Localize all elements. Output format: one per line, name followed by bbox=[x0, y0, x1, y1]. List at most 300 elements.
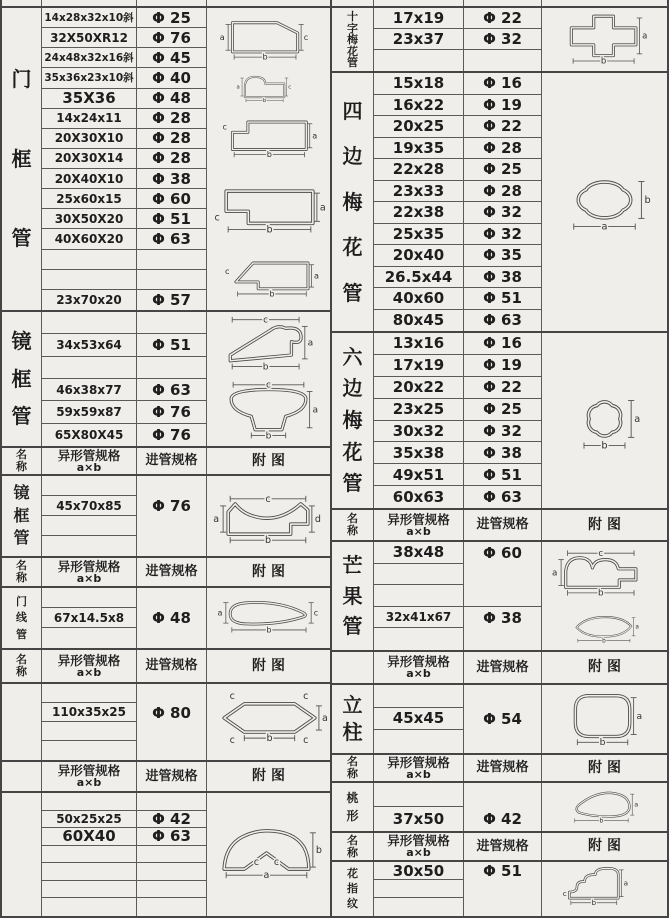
header-figure-cell: 附图 bbox=[252, 563, 290, 580]
header-spec-line2: a×b bbox=[76, 776, 102, 790]
section-name-char: 花 bbox=[342, 235, 363, 259]
spec-cell bbox=[42, 722, 136, 741]
pipe-column bbox=[137, 169, 207, 250]
spec-cell: 23x37 bbox=[374, 29, 463, 50]
section-rows bbox=[374, 73, 667, 331]
header-figure-cell: 附图 bbox=[252, 657, 290, 674]
pipe-cell: Φ 48 bbox=[137, 89, 206, 109]
spec-cell bbox=[42, 312, 136, 334]
header-name-char: 称 bbox=[347, 767, 358, 780]
spec-cell: 24x48x32x16斜 bbox=[42, 48, 136, 68]
profile-scallop-l-diagram bbox=[542, 862, 667, 916]
row-group bbox=[374, 685, 667, 753]
svg-text:a: a bbox=[312, 405, 319, 416]
svg-text:c: c bbox=[229, 735, 235, 747]
table-section bbox=[332, 685, 667, 755]
svg-text:a: a bbox=[307, 338, 314, 349]
svg-text:b: b bbox=[262, 98, 267, 105]
spec-cell: 37x50 bbox=[392, 810, 445, 828]
spec-cell: 20X40X10 bbox=[42, 169, 136, 189]
pipe-cell: Φ 22 bbox=[464, 377, 541, 399]
section-name-char: 框 bbox=[11, 146, 32, 171]
header-row bbox=[2, 558, 330, 588]
svg-text:b: b bbox=[262, 51, 268, 62]
pipe-column bbox=[137, 109, 207, 169]
svg-text:a: a bbox=[319, 202, 326, 214]
pipe-cell bbox=[137, 898, 206, 916]
section-rows bbox=[374, 862, 667, 916]
spec-cell: 23x33 bbox=[374, 181, 463, 203]
pipe-cell: Φ 76 bbox=[137, 401, 206, 423]
svg-text:c: c bbox=[222, 121, 227, 132]
section-name-char: 梅 bbox=[342, 407, 363, 432]
pipe-cell: Φ 51 bbox=[137, 209, 206, 229]
spec-cell bbox=[42, 863, 136, 881]
spec-cell bbox=[42, 588, 136, 608]
row-group bbox=[42, 169, 330, 250]
pipe-column bbox=[464, 333, 542, 508]
header-spec-cell bbox=[42, 448, 137, 474]
svg-text:c: c bbox=[288, 85, 292, 92]
section-name-char: 边 bbox=[342, 376, 363, 401]
spec-cell: 40x60 bbox=[374, 288, 463, 310]
cut-off-cell bbox=[542, 0, 667, 6]
section-rows bbox=[374, 8, 667, 71]
pipe-column bbox=[137, 312, 207, 379]
header-spec-line2: a×b bbox=[406, 667, 431, 681]
svg-text:d: d bbox=[314, 514, 321, 526]
table-section bbox=[2, 684, 330, 762]
section-rows bbox=[42, 588, 330, 648]
profile-airfoil-diagram bbox=[207, 588, 330, 648]
header-spec-line1: 异形管规格 bbox=[387, 754, 450, 770]
spec-cell: 13x16 bbox=[374, 333, 463, 355]
pipe-cell bbox=[137, 881, 206, 899]
pipe-cell bbox=[464, 50, 541, 71]
section-name-char: 六 bbox=[342, 344, 363, 369]
section-name-char: 管 bbox=[11, 225, 32, 250]
svg-text:a: a bbox=[636, 711, 643, 722]
spec-cell: 25x35 bbox=[374, 224, 463, 246]
header-row bbox=[2, 448, 330, 476]
row-group bbox=[42, 250, 330, 310]
pipe-cell: Φ 40 bbox=[137, 68, 206, 88]
header-spec-line2: a×b bbox=[406, 767, 431, 781]
spec-cell: 45x70x85 bbox=[42, 496, 136, 516]
header-spec-line1: 异形管规格 bbox=[57, 558, 121, 574]
spec-column bbox=[42, 169, 137, 250]
spec-cell: 30x32 bbox=[374, 421, 463, 443]
spec-cell bbox=[374, 783, 463, 807]
row-group bbox=[42, 793, 330, 916]
pipe-cell: Φ 48 bbox=[152, 609, 191, 627]
svg-text:a: a bbox=[217, 607, 223, 618]
table-section bbox=[2, 8, 330, 312]
header-spec-line1: 异形管规格 bbox=[57, 652, 121, 668]
header-pipe-cell: 进管规格 bbox=[137, 650, 207, 682]
spec-cell: 20x22 bbox=[374, 377, 463, 399]
spec-cell bbox=[42, 357, 136, 379]
spec-cell: 35X36 bbox=[42, 89, 136, 109]
section-name-char: 花 bbox=[347, 867, 358, 881]
section-name-char: 指 bbox=[347, 882, 358, 896]
spec-cell: 30X50X20 bbox=[42, 209, 136, 229]
svg-text:b: b bbox=[601, 440, 608, 452]
row-group bbox=[374, 542, 667, 607]
header-name-cell bbox=[2, 762, 42, 791]
svg-text:b: b bbox=[266, 148, 272, 159]
profile-rounded-square-diagram bbox=[542, 685, 667, 753]
pipe-cell: Φ 28 bbox=[464, 138, 541, 160]
header-name-char: 名 bbox=[16, 653, 27, 667]
pipe-cell: Φ 38 bbox=[464, 267, 541, 289]
header-row bbox=[2, 650, 330, 684]
header-row bbox=[2, 762, 330, 793]
section-name-char: 镜 bbox=[11, 329, 32, 354]
pipe-cell: Φ 22 bbox=[464, 116, 541, 138]
pipe-cell: Φ 42 bbox=[483, 810, 522, 828]
svg-text:c: c bbox=[273, 856, 280, 868]
cut-off-cell bbox=[332, 0, 374, 6]
section-name-char: 纹 bbox=[347, 897, 358, 911]
svg-text:c: c bbox=[263, 315, 269, 326]
pipe-cell: Φ 51 bbox=[464, 464, 541, 486]
spec-column bbox=[42, 684, 137, 760]
section-name-char: 管 bbox=[342, 280, 363, 305]
spec-column bbox=[374, 783, 464, 831]
table-section bbox=[332, 862, 667, 918]
header-spec-cell bbox=[42, 650, 137, 682]
header-name-char: 称 bbox=[16, 665, 27, 678]
svg-text:b: b bbox=[599, 816, 604, 825]
svg-text:b: b bbox=[602, 638, 606, 645]
header-name-char: 名 bbox=[16, 448, 27, 462]
header-name-char: 名 bbox=[347, 755, 358, 769]
spec-column bbox=[42, 312, 137, 379]
scallop-l-profile-icon bbox=[543, 863, 666, 915]
hexagon-profile-icon bbox=[208, 685, 329, 759]
spec-cell: 50x25x25 bbox=[42, 811, 136, 829]
cut-off-top-row bbox=[332, 0, 667, 8]
profile-hexagon-diagram bbox=[207, 684, 330, 760]
profile-bevel-rect-diagram bbox=[207, 8, 330, 68]
spec-cell: 19x35 bbox=[374, 138, 463, 160]
pipe-cell bbox=[137, 312, 206, 334]
profile-lens-diagram bbox=[542, 607, 667, 650]
cut-off-top-row bbox=[2, 0, 330, 8]
row-group bbox=[42, 588, 330, 648]
pipe-cell: Φ 76 bbox=[152, 497, 191, 515]
pipe-cell bbox=[137, 357, 206, 379]
svg-text:b: b bbox=[266, 733, 273, 745]
spec-cell: 20x25 bbox=[374, 116, 463, 138]
spec-cell: 59x59x87 bbox=[42, 401, 136, 423]
header-spec-cell bbox=[374, 833, 464, 860]
profile-arch-diagram bbox=[207, 793, 330, 916]
spec-cell bbox=[42, 684, 136, 703]
pipe-cell bbox=[137, 863, 206, 881]
airfoil-profile-icon bbox=[208, 589, 329, 647]
cut-off-cell bbox=[2, 0, 42, 6]
pipe-cell: Φ 32 bbox=[464, 421, 541, 443]
section-name-char: 门 bbox=[11, 67, 32, 92]
cut-off-cell bbox=[374, 0, 464, 6]
profile-step-top-left-diagram bbox=[207, 109, 330, 169]
table-section bbox=[332, 73, 667, 333]
pipe-cell: Φ 28 bbox=[137, 109, 206, 129]
spec-column bbox=[42, 379, 137, 446]
svg-text:a: a bbox=[623, 878, 629, 888]
spec-column bbox=[42, 68, 137, 108]
table-section bbox=[2, 312, 330, 448]
header-spec-cell bbox=[374, 652, 464, 683]
header-pipe-cell: 进管规格 bbox=[137, 558, 207, 586]
moulding-hump-profile-icon bbox=[208, 313, 329, 378]
section-name-label bbox=[332, 8, 374, 71]
spec-column bbox=[42, 8, 137, 68]
svg-text:b: b bbox=[600, 56, 607, 67]
section-name-label bbox=[332, 333, 374, 508]
table-section bbox=[332, 783, 667, 833]
header-figure-cell: 附图 bbox=[588, 516, 626, 533]
pipe-column bbox=[464, 685, 542, 753]
spec-cell bbox=[374, 564, 463, 586]
profile-moulding-hump-diagram bbox=[207, 312, 330, 379]
pipe-cell bbox=[137, 250, 206, 270]
header-name-char: 称 bbox=[16, 571, 27, 584]
header-spec-line2: a×b bbox=[406, 846, 431, 860]
section-name-char: 管 bbox=[13, 528, 30, 548]
spec-column bbox=[42, 109, 137, 169]
section-name-char: 管 bbox=[347, 56, 358, 70]
header-pipe-cell: 进管规格 bbox=[137, 448, 207, 474]
profile-step-bottom-left-diagram bbox=[207, 169, 330, 250]
header-name-char: 称 bbox=[16, 460, 27, 473]
svg-text:b: b bbox=[598, 588, 604, 599]
spec-column bbox=[42, 250, 137, 310]
header-spec-line2: a×b bbox=[406, 524, 431, 538]
fan-profile-icon bbox=[208, 380, 329, 445]
section-name-char: 梅 bbox=[342, 189, 363, 214]
section-name-label bbox=[332, 685, 374, 753]
spec-cell: 35x36x23x10斜 bbox=[42, 68, 136, 88]
section-name-char: 花 bbox=[347, 44, 358, 58]
spec-cell: 65X80X45 bbox=[54, 427, 124, 442]
pipe-cell: Φ 32 bbox=[464, 202, 541, 224]
svg-text:c: c bbox=[313, 607, 319, 618]
pipe-cell: Φ 63 bbox=[137, 229, 206, 249]
section-rows bbox=[42, 312, 330, 446]
row-group bbox=[42, 312, 330, 379]
profile-double-bump-diagram bbox=[542, 542, 667, 607]
pipe-column bbox=[137, 588, 207, 648]
arch-profile-icon bbox=[208, 803, 329, 907]
pipe-cell: Φ 25 bbox=[464, 159, 541, 181]
concave-c-profile-icon bbox=[208, 477, 329, 555]
spec-cell bbox=[374, 898, 463, 916]
cross-profile-icon bbox=[543, 9, 666, 70]
step-top-left-profile-icon bbox=[208, 110, 329, 168]
table-section bbox=[332, 8, 667, 73]
svg-text:c: c bbox=[598, 548, 604, 559]
svg-text:b: b bbox=[599, 737, 606, 749]
pipe-cell: Φ 60 bbox=[483, 543, 522, 562]
section-rows bbox=[42, 8, 330, 310]
section-name-label bbox=[332, 73, 374, 331]
pipe-column bbox=[464, 542, 542, 607]
pipe-cell: Φ 63 bbox=[137, 379, 206, 401]
row-group bbox=[42, 684, 330, 760]
section-name-char: 线 bbox=[16, 611, 27, 625]
header-figure-cell: 附图 bbox=[588, 759, 626, 776]
section-name-label bbox=[2, 476, 42, 556]
spec-cell: 17x19 bbox=[374, 355, 463, 377]
spec-cell bbox=[42, 250, 136, 270]
svg-text:b: b bbox=[262, 362, 269, 373]
spec-cell bbox=[42, 846, 136, 864]
pipe-cell: Φ 38 bbox=[464, 442, 541, 464]
svg-text:a: a bbox=[213, 514, 220, 526]
table-section bbox=[2, 476, 330, 558]
spec-cell: 23x25 bbox=[374, 399, 463, 421]
spec-cell: 23x70x20 bbox=[56, 292, 122, 307]
section-name-label bbox=[332, 542, 374, 650]
quatrefoil-profile-icon bbox=[543, 150, 666, 254]
section-name-label bbox=[2, 312, 42, 446]
svg-text:b: b bbox=[315, 844, 322, 856]
pipe-column bbox=[464, 862, 542, 916]
header-name-char: 称 bbox=[347, 524, 358, 537]
spec-cell bbox=[374, 730, 463, 753]
header-row bbox=[332, 652, 667, 685]
spec-cell: 60X40 bbox=[42, 828, 136, 846]
pipe-cell: Φ 63 bbox=[137, 828, 206, 846]
pipe-cell: Φ 76 bbox=[152, 425, 191, 444]
pipe-cell: Φ 45 bbox=[137, 48, 206, 68]
pipe-column bbox=[137, 793, 207, 916]
spec-cell: 26.5x44 bbox=[374, 267, 463, 289]
section-name-char: 管 bbox=[342, 471, 363, 496]
header-name-cell bbox=[332, 652, 374, 683]
spec-cell: 20X30X14 bbox=[42, 149, 136, 169]
pipe-cell: Φ 25 bbox=[137, 8, 206, 28]
spec-cell: 22x38 bbox=[374, 202, 463, 224]
cut-off-cell bbox=[137, 0, 207, 6]
header-spec-line2: a×b bbox=[76, 460, 102, 474]
profile-bump-step-diagram bbox=[207, 68, 330, 108]
spec-column bbox=[374, 73, 464, 331]
svg-text:a: a bbox=[312, 129, 318, 140]
spec-cell: 22x28 bbox=[374, 159, 463, 181]
header-name-char: 名 bbox=[347, 833, 358, 847]
spec-column bbox=[42, 793, 137, 916]
section-name-char: 十 bbox=[347, 10, 358, 23]
header-name-cell bbox=[332, 510, 374, 540]
svg-text:a: a bbox=[321, 712, 328, 724]
svg-text:b: b bbox=[264, 535, 272, 547]
bump-step-profile-icon bbox=[208, 69, 329, 107]
row-group bbox=[374, 862, 667, 916]
header-spec-cell bbox=[374, 755, 464, 781]
table-section bbox=[2, 588, 330, 650]
pipe-cell: Φ 42 bbox=[137, 811, 206, 829]
section-name-char: 桃 bbox=[346, 790, 359, 805]
section-name-char: 管 bbox=[16, 627, 27, 641]
pipe-cell: Φ 19 bbox=[464, 355, 541, 377]
lens-profile-icon bbox=[543, 608, 666, 649]
spec-cell: 32X50XR12 bbox=[42, 28, 136, 48]
section-rows bbox=[42, 793, 330, 916]
row-group bbox=[42, 379, 330, 446]
row-group bbox=[42, 68, 330, 108]
header-row bbox=[332, 755, 667, 783]
pipe-column bbox=[137, 476, 207, 556]
header-row bbox=[332, 833, 667, 862]
pipe-cell: Φ 38 bbox=[137, 169, 206, 189]
header-row bbox=[332, 510, 667, 542]
header-spec-line1: 异形管规格 bbox=[387, 654, 450, 670]
pipe-column bbox=[464, 73, 542, 331]
spec-column bbox=[374, 542, 464, 607]
profile-sexfoil-diagram bbox=[542, 333, 667, 508]
spec-cell: 34x53x64 bbox=[42, 334, 136, 356]
table-left-half bbox=[2, 0, 332, 918]
header-name-cell bbox=[2, 650, 42, 682]
pipe-cell: Φ 32 bbox=[464, 29, 541, 50]
spec-cell bbox=[42, 516, 136, 536]
svg-text:c: c bbox=[266, 380, 271, 391]
profile-cross-diagram bbox=[542, 8, 667, 71]
spec-cell bbox=[42, 628, 136, 648]
header-figure-cell: 附图 bbox=[588, 838, 626, 855]
header-pipe-cell: 进管规格 bbox=[137, 762, 207, 791]
pipe-cell: Φ 25 bbox=[464, 399, 541, 421]
section-name-char: 字 bbox=[347, 21, 358, 35]
section-rows bbox=[374, 542, 667, 650]
svg-text:a: a bbox=[219, 31, 225, 42]
pipe-cell: Φ 54 bbox=[483, 709, 522, 728]
section-name-char: 立 bbox=[342, 692, 363, 717]
svg-text:b: b bbox=[265, 431, 272, 442]
pipe-cell bbox=[137, 270, 206, 290]
header-name-cell bbox=[332, 755, 374, 781]
header-spec-line1: 异形管规格 bbox=[387, 511, 450, 527]
header-name-cell bbox=[2, 558, 42, 586]
profile-fan-diagram bbox=[207, 379, 330, 446]
section-rows bbox=[42, 476, 330, 556]
svg-text:a: a bbox=[642, 31, 648, 42]
cut-off-cell bbox=[207, 0, 330, 6]
spec-cell: 67x14.5x8 bbox=[42, 608, 136, 628]
section-name-label bbox=[332, 862, 374, 916]
spec-column bbox=[374, 685, 464, 753]
section-name-char: 花 bbox=[342, 439, 363, 464]
section-name-char: 框 bbox=[13, 505, 30, 525]
profile-peach-diagram bbox=[542, 783, 667, 831]
pipe-column bbox=[137, 8, 207, 68]
svg-text:a: a bbox=[552, 568, 558, 579]
svg-text:a: a bbox=[635, 624, 639, 631]
profile-quatrefoil-diagram bbox=[542, 73, 667, 331]
double-bump-profile-icon bbox=[543, 543, 666, 606]
pipe-column bbox=[137, 379, 207, 446]
spec-cell bbox=[42, 476, 136, 496]
header-spec-cell bbox=[374, 510, 464, 540]
row-group bbox=[374, 73, 667, 331]
spec-cell bbox=[374, 685, 463, 708]
row-group bbox=[374, 783, 667, 831]
spec-cell: 40X60X20 bbox=[42, 229, 136, 249]
